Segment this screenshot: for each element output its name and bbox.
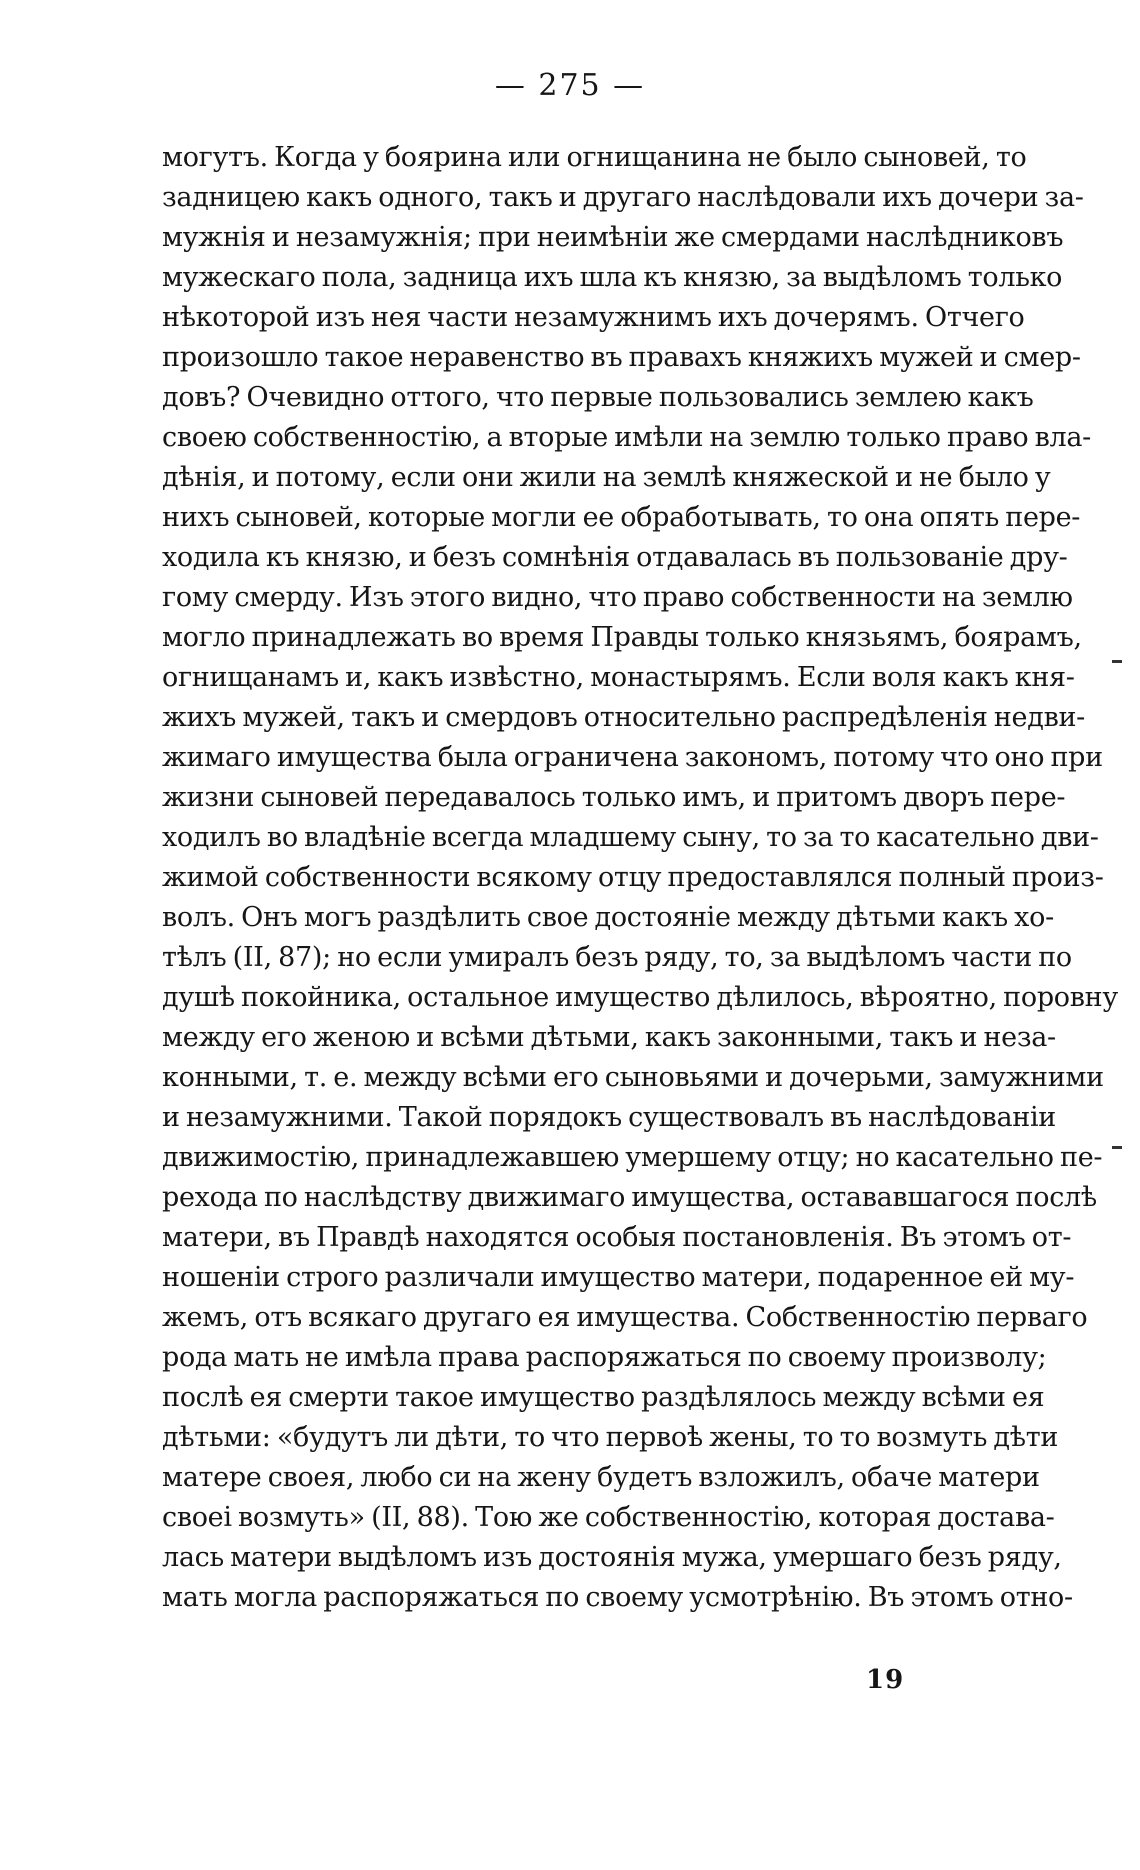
body-text xyxy=(162,138,1118,1618)
text-line: мужескаго пола, задница ихъ шла къ князю, за выдѣломъ только xyxy=(162,262,1063,293)
text-line: движимостію, принадлежавшею умершему отцу; но касательно пе- xyxy=(162,1142,1103,1173)
printer-signature: 19 xyxy=(866,1665,905,1695)
text-line: ношеніи строго различали имущество матери, подаренное ей му- xyxy=(162,1262,1075,1293)
text-line: волъ. Онъ могъ раздѣлить свое достояніе между дѣтьми какъ хо- xyxy=(162,902,1054,933)
text-line: мать могла распоряжаться по своему усмотрѣнію. Въ этомъ отно- xyxy=(162,1582,1073,1613)
text-line: нѣкоторой изъ нея части незамужнимъ ихъ дочерямъ. Отчего xyxy=(162,302,1025,333)
text-line: ходилъ во владѣніе всегда младшему сыну, то за то касательно дви- xyxy=(162,822,1099,853)
text-line: тѣлъ (II, 87); но если умиралъ безъ ряду, то, за выдѣломъ части по xyxy=(162,942,1072,973)
text-line: душѣ покойника, остальное имущество дѣлилось, вѣроятно, поровну xyxy=(162,982,1118,1013)
text-line: нихъ сыновей, которые могли ее обработывать, то она опять пере- xyxy=(162,502,1081,533)
text-line: рехода по наслѣдству движимаго имущества, остававшагося послѣ xyxy=(162,1182,1097,1213)
text-line: огнищанамъ и, какъ извѣстно, монастырямъ. Если воля какъ кня- xyxy=(162,662,1075,693)
text-line: дѣнія, и потому, если они жили на землѣ княжеской и не было у xyxy=(162,462,1051,493)
text-line: послѣ ея смерти такое имущество раздѣлялось между всѣми ея xyxy=(162,1382,1045,1413)
text-line: ходила къ князю, и безъ сомнѣнія отдавалась въ пользованіе дру- xyxy=(162,542,1068,573)
text-line: жимой собственности всякому отцу предоставлялся полный произ- xyxy=(162,862,1104,893)
text-line: могутъ. Когда у боярина или огнищанина не было сыновей, то xyxy=(162,142,1027,173)
text-line: жемъ, отъ всякаго другаго ея имущества. Собственностію перваго xyxy=(162,1302,1088,1333)
text-line: дѣтьми: «будутъ ли дѣти, то что первоѣ жены, то то возмуть дѣти xyxy=(162,1422,1059,1453)
text-line: довъ? Очевидно оттого, что первые пользовались землею какъ xyxy=(162,382,1034,413)
margin-mark xyxy=(1112,1146,1122,1149)
text-line: матере своея, любо си на жену будетъ взложилъ, обаче матери xyxy=(162,1462,1040,1493)
text-line: матери, въ Правдѣ находятся особыя постановленія. Въ этомъ от- xyxy=(162,1222,1072,1253)
page-number: — 275 — xyxy=(494,68,646,103)
text-line: могло принадлежать во время Правды только князьямъ, боярамъ, xyxy=(162,622,1082,653)
text-line: конными, т. е. между всѣми его сыновьями и дочерьми, замужними xyxy=(162,1062,1104,1093)
text-line: жизни сыновей передавалось только имъ, и притомъ дворъ пере- xyxy=(162,782,1066,813)
text-line: задницею какъ одного, такъ и другаго наслѣдовали ихъ дочери за- xyxy=(162,182,1084,213)
margin-mark xyxy=(1112,660,1122,663)
text-line: жихъ мужей, такъ и смердовъ относительно распредѣленія недви- xyxy=(162,702,1085,733)
text-line: своеі возмуть» (II, 88). Тою же собственностію, которая достава- xyxy=(162,1502,1055,1533)
text-line: жимаго имущества была ограничена закономъ, потому что оно при xyxy=(162,742,1103,773)
text-line: лась матери выдѣломъ изъ достоянія мужа, умершаго безъ ряду, xyxy=(162,1542,1062,1573)
text-line: своею собственностію, а вторые имѣли на землю только право вла- xyxy=(162,422,1092,453)
text-line: произошло такое неравенство въ правахъ княжихъ мужей и смер- xyxy=(162,342,1081,373)
text-line: между его женою и всѣми дѣтьми, какъ законными, такъ и неза- xyxy=(162,1022,1056,1053)
text-line: мужнія и незамужнія; при неимѣніи же смердами наслѣдниковъ xyxy=(162,222,1064,253)
text-line: гому смерду. Изъ этого видно, что право собственности на землю xyxy=(162,582,1073,613)
text-line: и незамужними. Такой порядокъ существовалъ въ наслѣдованіи xyxy=(162,1102,1056,1133)
text-line: рода мать не имѣла права распоряжаться по своему произволу; xyxy=(162,1342,1047,1373)
